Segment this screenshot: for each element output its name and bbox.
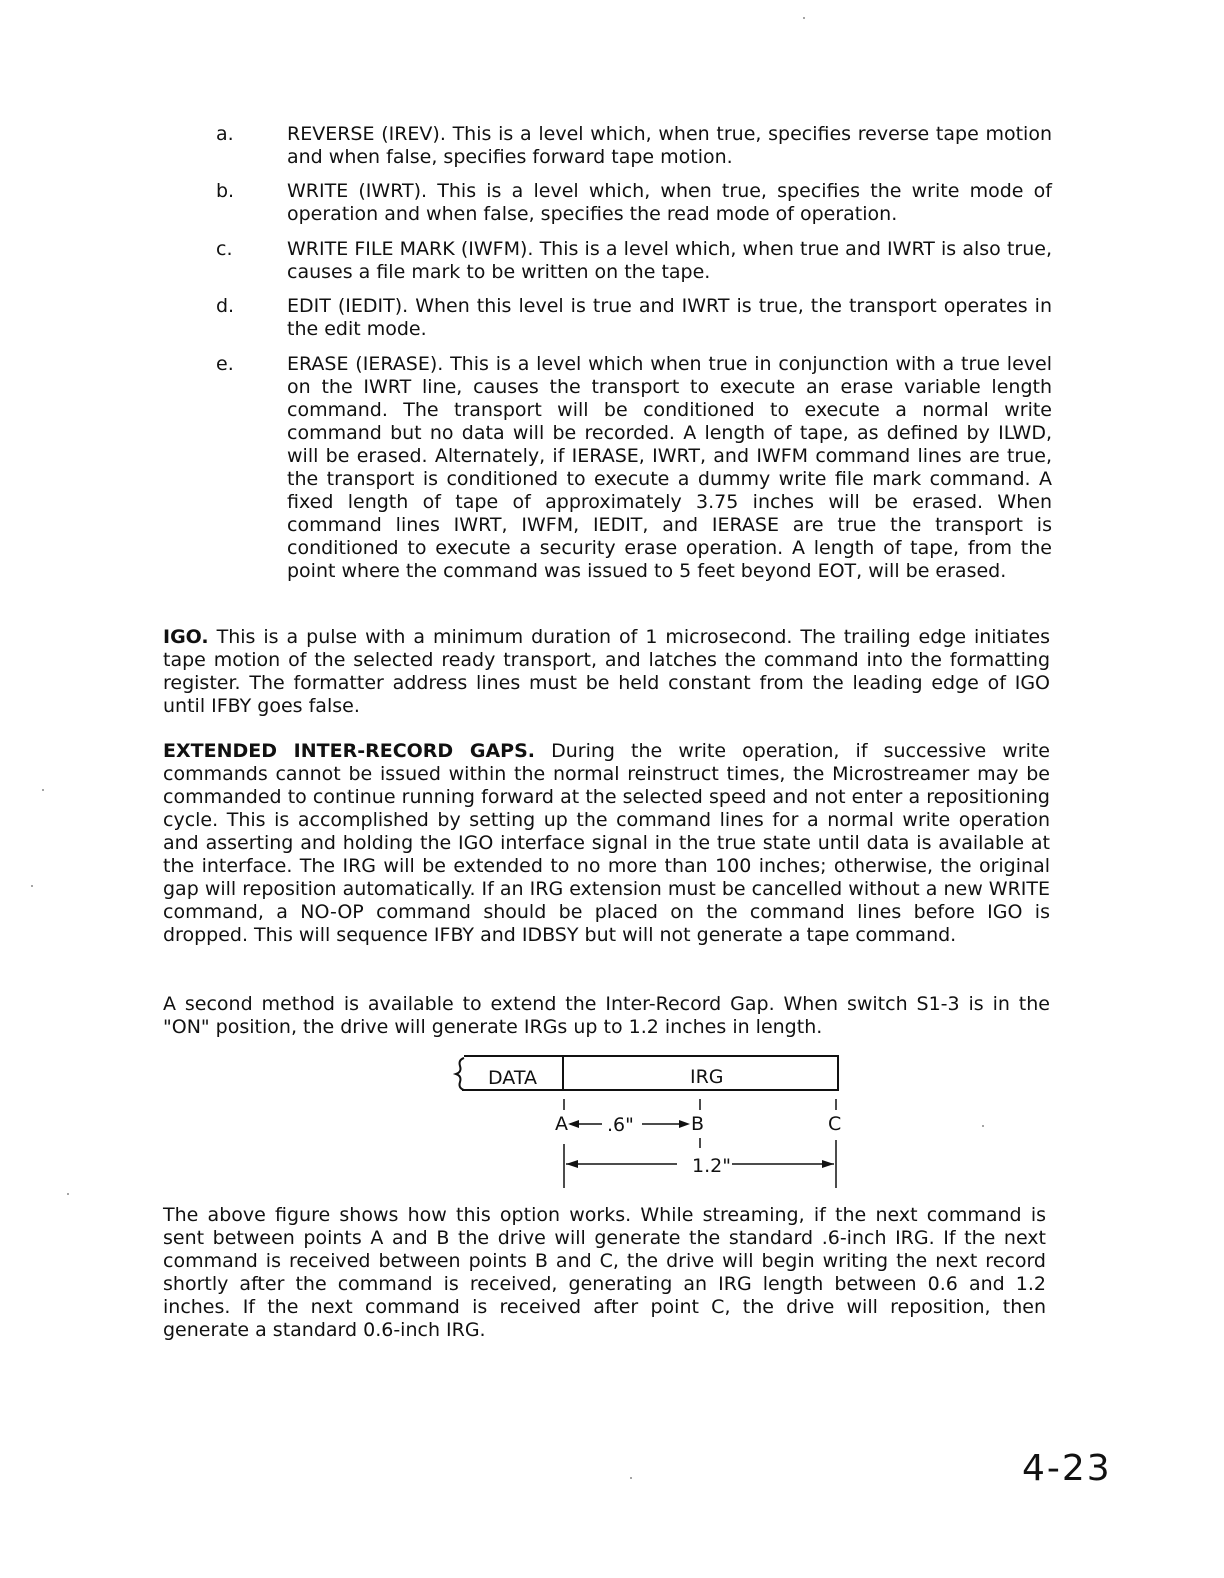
irg-diagram xyxy=(452,1052,852,1197)
long-gap-label: 1.2" xyxy=(692,1155,731,1177)
list-item-letter: d. xyxy=(216,295,235,317)
scan-speck xyxy=(982,1125,984,1127)
igo-heading: IGO. xyxy=(163,626,209,648)
long-gap-arrow-right xyxy=(822,1160,834,1168)
point-c-label: C xyxy=(828,1113,842,1135)
short-gap-label: .6" xyxy=(607,1114,634,1136)
list-item-text: EDIT (IEDIT). When this level is true and IWRT is true, the transport operates in the edit mode. xyxy=(287,295,1052,340)
extended-irg-paragraph xyxy=(163,740,1050,947)
list-item-text: WRITE (IWRT). This is a level which, when true, specifies the write mode of operation and when false, specifies the read mode of operation. xyxy=(287,180,1052,225)
scan-speck xyxy=(67,1193,69,1195)
list-item-text: REVERSE (IREV). This is a level which, when true, specifies reverse tape motion and when false, specifies forward tape motion. xyxy=(287,123,1052,168)
scan-speck xyxy=(31,885,33,887)
short-gap-arrow-left xyxy=(568,1120,579,1128)
list-item-text: ERASE (IERASE). This is a level which when true in conjunction with a true level on the IWRT line, causes the transport to execute an erase variable length command. The transport will be conditioned to execute a normal write command but no data will be recorded. A length of tape, as defined by ILWD, will be erased. Alternately, if IERASE, IWRT, and IWFM command lines are true, the transport is conditioned to execute a dummy write file mark command. A fixed length of tape of approximately 3.75 inches will be erased. When command lines IWRT, IWFM, IEDIT, and IERASE are true the transport is conditioned to execute a security erase operation. A length of tape, from the point where the command was issued to 5 feet beyond EOT, will be erased. xyxy=(287,353,1052,582)
list-item-text: WRITE FILE MARK (IWFM). This is a level which, when true and IWRT is also true, causes a file mark to be written on the tape. xyxy=(287,238,1052,283)
irg-label: IRG xyxy=(690,1066,724,1088)
short-gap-arrow-right xyxy=(679,1120,690,1128)
data-label: DATA xyxy=(488,1067,537,1089)
point-a-label: A xyxy=(555,1113,568,1135)
list-item-letter: a. xyxy=(216,123,234,145)
list-item-letter: c. xyxy=(216,238,233,260)
scan-speck xyxy=(630,1477,632,1479)
second-method-paragraph: A second method is available to extend the Inter-Record Gap. When switch S1-3 is in the "ON" position, the drive will generate IRGs up to 1.2 inches in length. xyxy=(163,993,1050,1038)
scan-speck xyxy=(803,17,805,19)
list-item-letter: b. xyxy=(216,180,235,202)
extended-irg-heading: EXTENDED INTER-RECORD GAPS. xyxy=(163,740,535,762)
figure-explanation-paragraph: The above figure shows how this option works. While streaming, if the next command is sent between points A and B the drive will generate the standard .6-inch IRG. If the next command is received between points B and C, the drive will begin writing the next record shortly after the command is received, generating an IRG length between 0.6 and 1.2 inches. If the next command is received after point C, the drive will reposition, then generate a standard 0.6-inch IRG. xyxy=(163,1204,1046,1341)
igo-text: This is a pulse with a minimum duration of 1 microsecond. The trailing edge initiates tape motion of the selected ready transport, and latches the command into the formatting register. The formatter address lines must be held constant from the leading edge of IGO until IFBY goes false. xyxy=(163,626,1050,717)
point-b-label: B xyxy=(691,1113,705,1135)
tape-break-mark xyxy=(456,1058,464,1090)
scan-speck xyxy=(42,789,44,791)
long-gap-arrow-left xyxy=(566,1160,578,1168)
igo-paragraph xyxy=(163,626,1050,718)
extended-irg-text: During the write operation, if successive write commands cannot be issued within the normal reinstruct times, the Microstreamer may be commanded to continue running forward at the selected speed and not enter a repositioning cycle. This is accomplished by setting up the command lines for a normal write operation and asserting and holding the IGO interface signal in the true state until data is available at the interface. The IRG will be extended to no more than 100 inches; otherwise, the original gap will reposition automatically. If an IRG extension must be cancelled without a new WRITE command, a NO-OP command should be placed on the command lines before IGO is dropped. This will sequence IFBY and IDBSY but will not generate a tape command. xyxy=(163,740,1050,946)
page-number: 4-23 xyxy=(1022,1448,1112,1489)
list-item-letter: e. xyxy=(216,353,234,375)
